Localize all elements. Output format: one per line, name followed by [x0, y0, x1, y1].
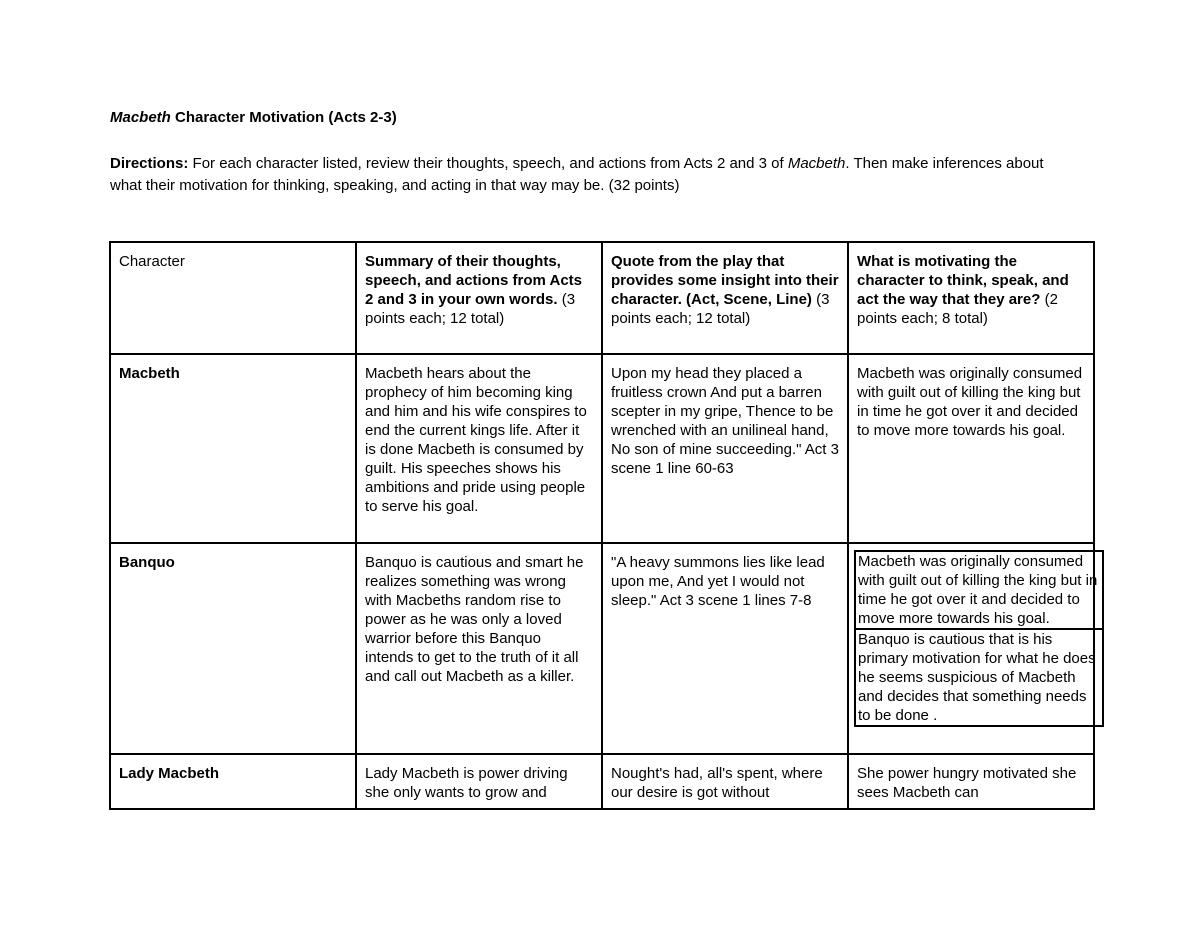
- header-summary-bold: Summary of their thoughts, speech, and actions from Acts 2 and 3 in your own words.: [365, 253, 583, 308]
- header-quote-bold: Quote from the play that provides some insight into their character. (Act, Scene, Line): [611, 253, 839, 308]
- header-summary-points: (3 points each; 12 total): [365, 291, 576, 327]
- directions-paragraph: [110, 153, 1070, 197]
- quote-cell-banquo[interactable]: "A heavy summons lies like lead upon me, And yet I would not sleep." Act 3 scene 1 lines 7-8: [602, 543, 848, 754]
- quote-cell-macbeth[interactable]: Upon my head they placed a fruitless crown And put a barren scepter in my gripe, Thence to be wrenched with an unilineal hand, No son of mine succeeding." Act 3 scene 1 line 60-63: [602, 354, 848, 543]
- title-italic: Macbeth: [110, 109, 171, 126]
- header-motivation-bold: What is motivating the character to think, speak, and act the way that they are?: [857, 253, 1069, 308]
- directions-italic: Macbeth: [787, 155, 846, 172]
- header-character: [110, 242, 356, 354]
- directions-text-2: . Then make inferences about what their motivation for thinking, speaking, and acting in that way may be. (32 points): [110, 155, 1044, 194]
- motivation-text-box-2[interactable]: Banquo is cautious that is his primary motivation for what he does he seems suspicious of Macbeth and decides that something needs to be done .: [856, 628, 1102, 725]
- summary-cell-lady-macbeth[interactable]: Lady Macbeth is power driving she only wants to grow and: [356, 754, 602, 809]
- character-cell-lady-macbeth: Lady Macbeth: [110, 754, 356, 809]
- header-quote-points: (3 points each; 12 total): [611, 291, 830, 327]
- summary-cell-banquo[interactable]: Banquo is cautious and smart he realizes something was wrong with Macbeths random rise to power as he was only a loved warrior before this Banquo intends to get to the truth of it all and call out Macbeth as a killer.: [356, 543, 602, 754]
- header-character-label: Character: [119, 253, 185, 270]
- document-title: [110, 109, 397, 127]
- header-motivation-points: (2 points each; 8 total): [857, 291, 1058, 327]
- table-row: [110, 754, 1094, 809]
- motivation-text-boxes: [854, 550, 1104, 727]
- motivation-cell-banquo: [848, 543, 1098, 754]
- table-header-row: [110, 242, 1094, 354]
- character-cell-banquo: Banquo: [110, 543, 356, 754]
- motivation-cell-lady-macbeth[interactable]: She power hungry motivated she sees Macbeth can: [848, 754, 1094, 809]
- motivation-text-box-1[interactable]: Macbeth was originally consumed with guilt out of killing the king but in time he got over it and decided to move more towards his goal.: [858, 553, 1098, 627]
- directions-text-1: For each character listed, review their thoughts, speech, and actions from Acts 2 and 3 of: [188, 155, 788, 172]
- title-rest: Character Motivation (Acts 2-3): [170, 109, 397, 126]
- summary-cell-macbeth[interactable]: Macbeth hears about the prophecy of him becoming king and him and his wife conspires to end the current kings life. After it is done Macbeth is consumed by guilt. His speeches shows his ambitions and pride using people to serve his goal.: [356, 354, 602, 543]
- header-quote: [602, 242, 848, 354]
- header-motivation: [848, 242, 1094, 354]
- table-row: [110, 354, 1094, 543]
- table-row: [110, 543, 1094, 754]
- quote-cell-lady-macbeth[interactable]: Nought's had, all's spent, where our desire is got without: [602, 754, 848, 809]
- header-summary: [356, 242, 602, 354]
- motivation-cell-macbeth[interactable]: Macbeth was originally consumed with guilt out of killing the king but in time he got over it and decided to move more towards his goal.: [848, 354, 1094, 543]
- character-cell-macbeth: Macbeth: [110, 354, 356, 543]
- directions-label: Directions:: [110, 155, 189, 172]
- character-motivation-table: [109, 241, 1098, 810]
